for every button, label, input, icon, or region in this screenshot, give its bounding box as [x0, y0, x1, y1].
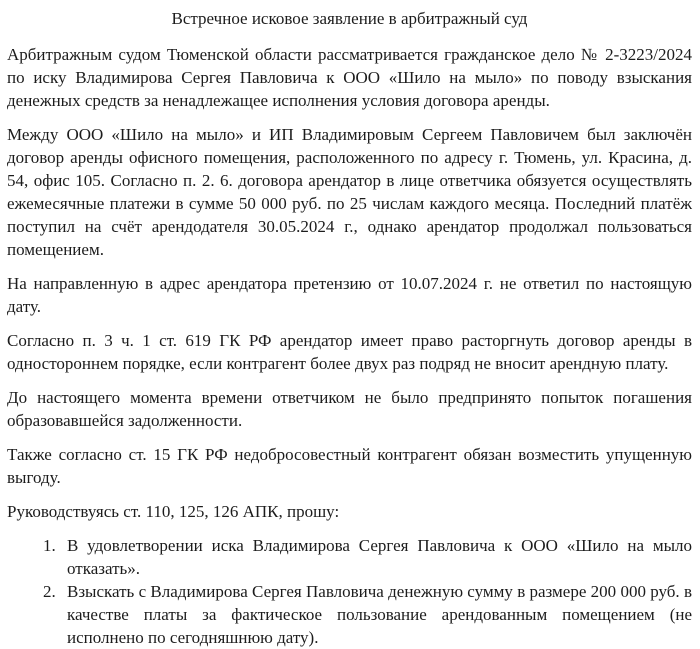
paragraph-no-repayment: До настоящего момента времени ответчиком не было предпринято попыток погашения образовавшейся задолженности. [7, 388, 692, 430]
paragraph-lease-details: Между ООО «Шило на мыло» и ИП Владимировым Сергеем Павловичем был заключён договор аренды офисного помещения, расположенного по адресу г. Тюмень, ул. Красина, д. 54, офис 105. Согласно п. 2. 6. договора арендатор в лице ответчика обязуется осуществлять ежемесячные платежи в сумме 50 000 руб. по 25 числам каждого месяца. Последний платёж поступил на счёт арендодателя 30.05.2024 г., однако арендатор продолжал пользоваться помещением. [7, 125, 692, 259]
paragraph-claim-letter: На направленную в адрес арендатора претензию от 10.07.2024 г. не ответил по настоящую дату. [7, 274, 692, 316]
paragraph-gk-619-right: Согласно п. 3 ч. 1 ст. 619 ГК РФ арендатор имеет право расторгнуть договор аренды в одностороннем порядке, если контрагент более двух раз подряд не вносит арендную плату. [7, 331, 692, 373]
paragraph-case-overview: Арбитражным судом Тюменской области рассматривается гражданское дело № 2-3223/2024 по иску Владимирова Сергея Павловича к ООО «Шило на мыло» по поводу взыскания денежных средств за ненадлежащее исполнения условия договора аренды. [7, 45, 692, 110]
paragraph-request-intro: Руководствуясь ст. 110, 125, 126 АПК, прошу: [7, 502, 340, 521]
request-item-deny-claim: 1. В удовлетворении иска Владимирова Сергея Павловича к ООО «Шило на мыло отказать». [60, 534, 692, 580]
request-item-recover-payment: 2. Взыскать с Владимирова Сергея Павловича денежную сумму в размере 200 000 руб. в качестве платы за фактическое пользование арендованным помещением (не исполнено по сегодняшнюю дату). [60, 580, 692, 649]
document-title: Встречное исковое заявление в арбитражный суд [171, 9, 528, 28]
paragraph-gk-15-lost-profit: Также согласно ст. 15 ГК РФ недобросовестный контрагент обязан возместить упущенную выгоду. [7, 445, 692, 487]
